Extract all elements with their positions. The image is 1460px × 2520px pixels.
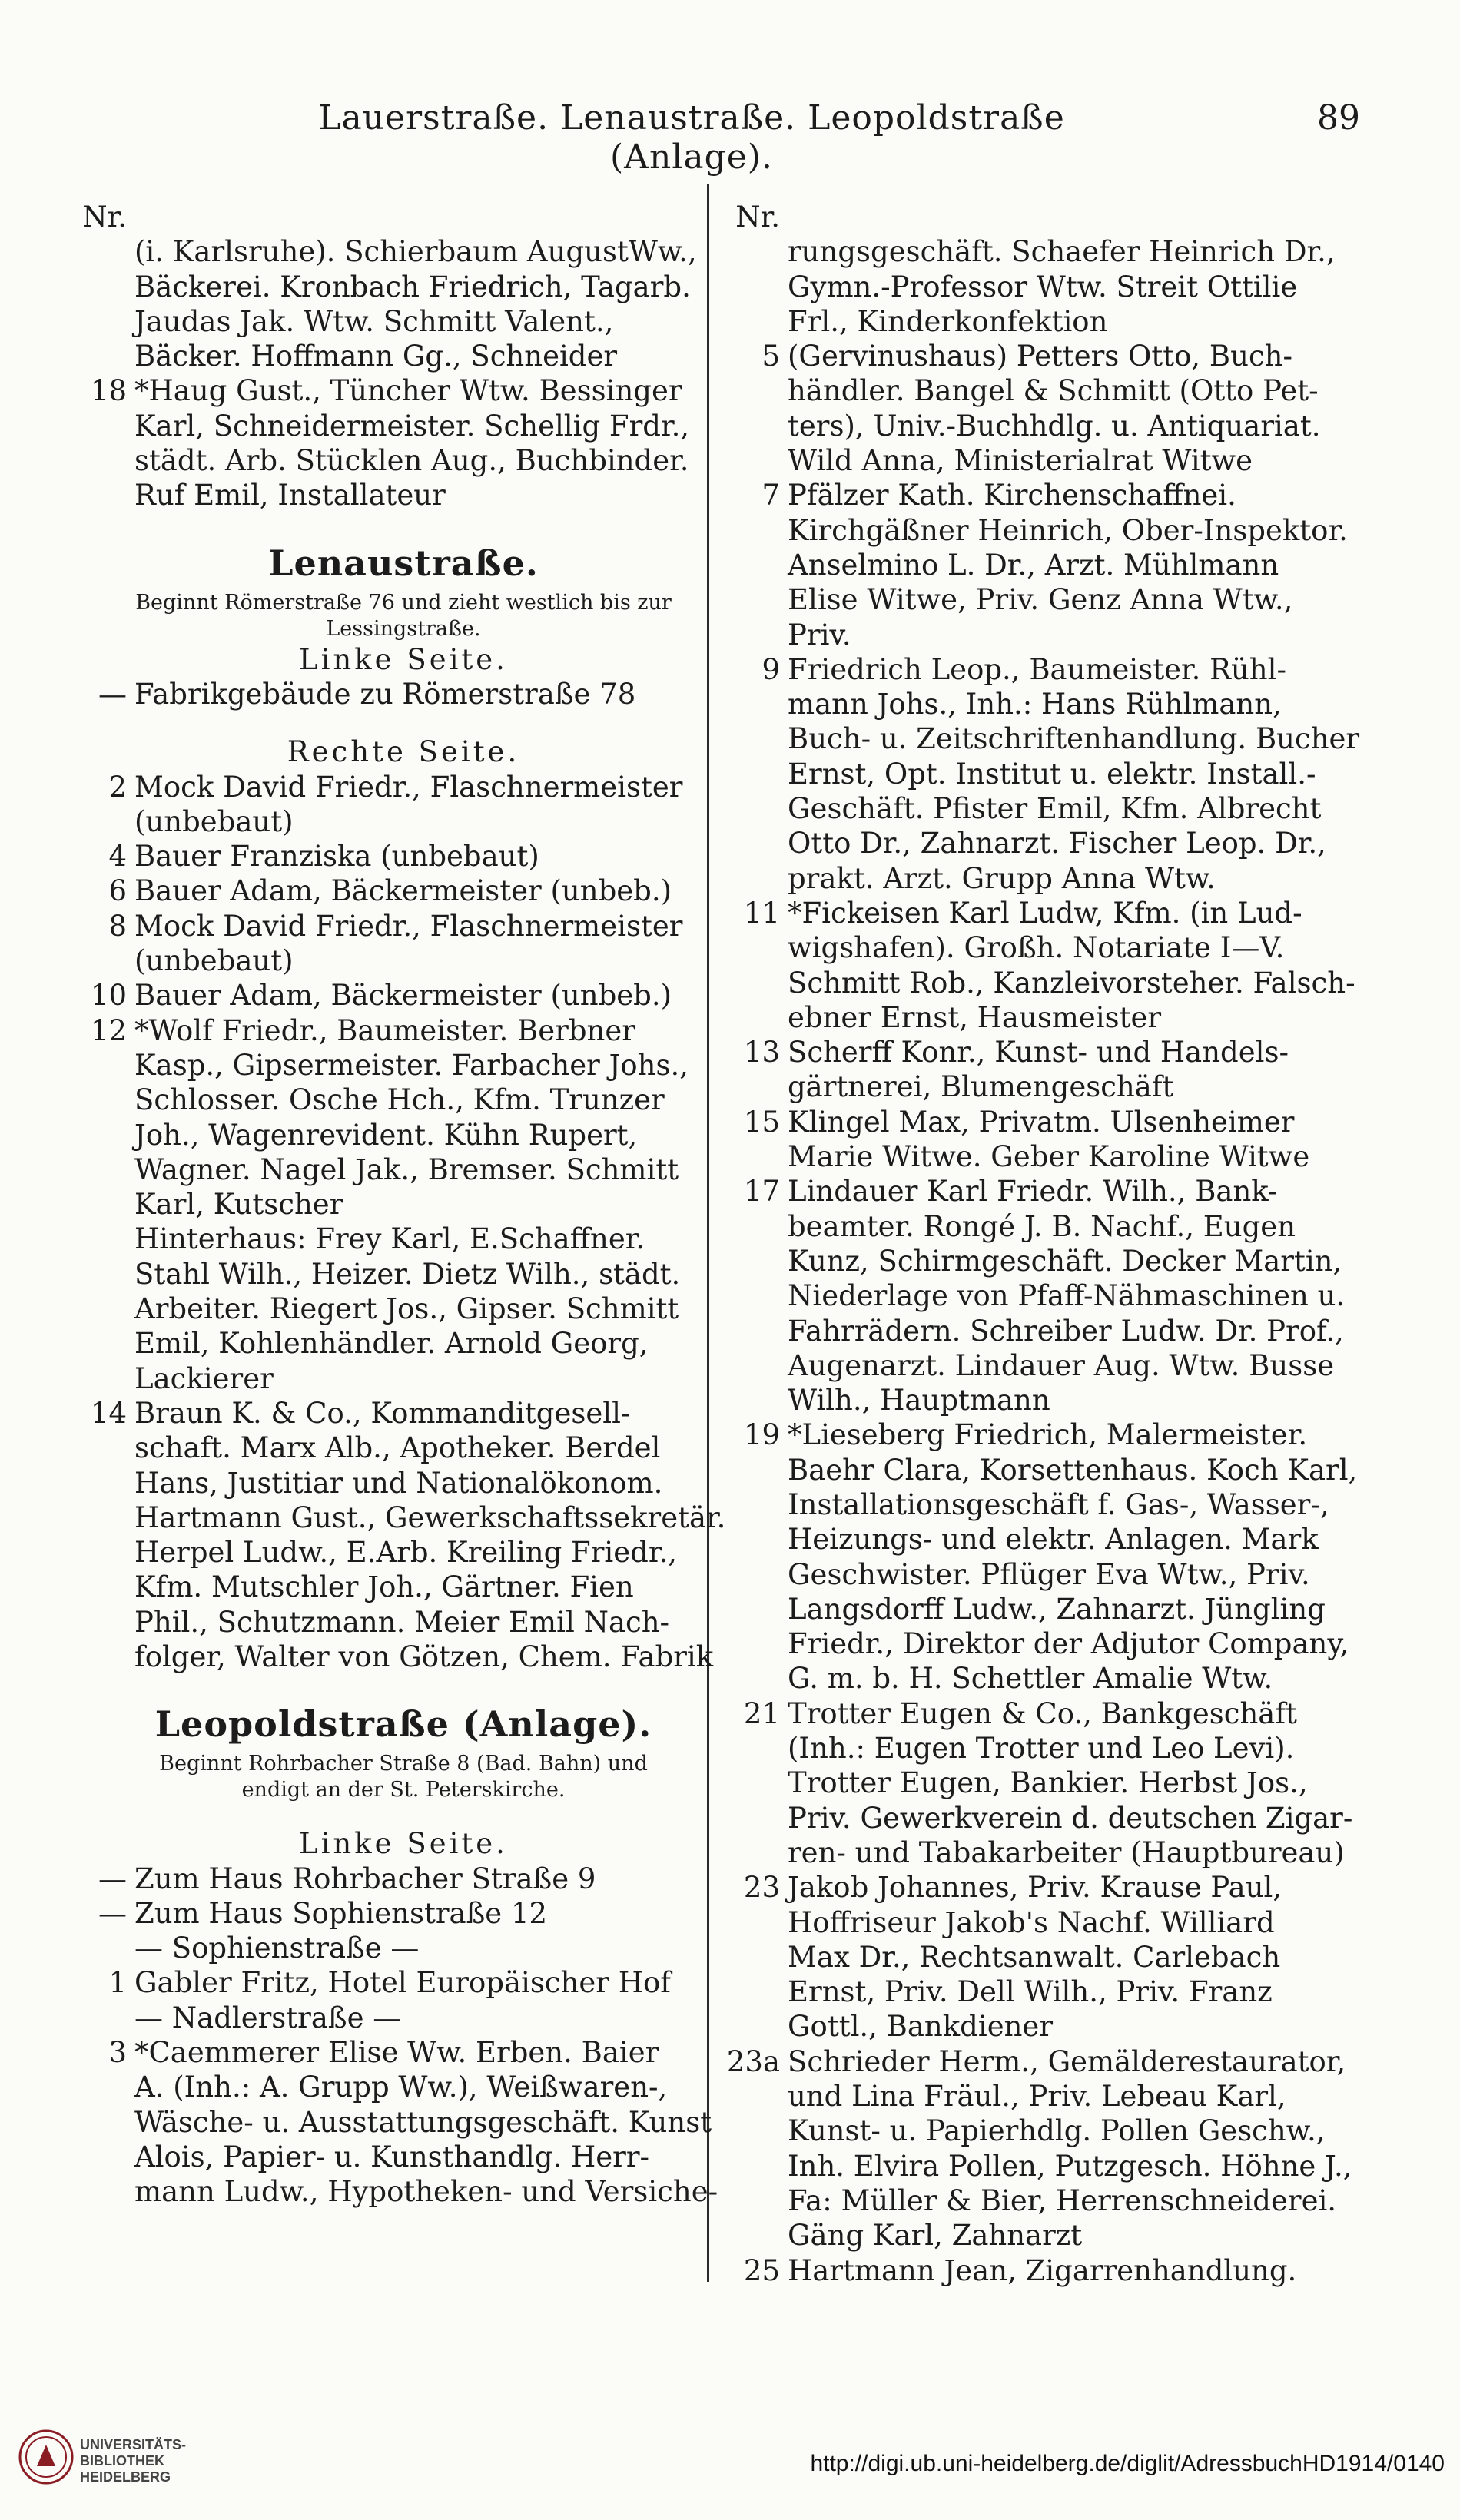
entry-text: Bauer Adam, Bäckermeister (unbeb.) — [134, 874, 672, 908]
entry-text: Emil, Kohlenhändler. Arnold Georg, — [134, 1327, 649, 1361]
entry-line — [726, 1418, 1387, 1452]
entry-line — [726, 513, 1387, 548]
entry-line — [726, 721, 1387, 756]
entry-line — [726, 339, 1387, 373]
entry-text: städt. Arb. Stücklen Aug., Buchbinder. — [134, 444, 689, 478]
entry-line — [726, 1696, 1387, 1731]
entry-line — [73, 270, 734, 304]
entry-line — [726, 896, 1387, 930]
entry-line — [73, 804, 734, 839]
house-number: 7 — [762, 479, 780, 512]
entry-text: Hoffriseur Jakob's Nachf. Williard — [788, 1905, 1275, 1939]
entry-text: Trotter Eugen, Bankier. Herbst Jos., — [788, 1766, 1308, 1800]
side-label-right: Rechte Seite. — [287, 735, 520, 769]
entry-text: Priv. Gewerkverein d. deutschen Zigar- — [788, 1801, 1353, 1835]
entry-line — [726, 1139, 1387, 1174]
entry-text: ren- und Tabakarbeiter (Hauptbureau) — [788, 1835, 1345, 1869]
entry-text: Fabrikgebäude zu Römerstraße 78 — [134, 677, 636, 711]
street-note-line: Lessingstraße. — [326, 616, 481, 641]
entry-line — [73, 304, 734, 339]
entry-text: Gäng Karl, Zahnarzt — [788, 2219, 1083, 2253]
entry-line — [726, 757, 1387, 791]
entry-text: Bäcker. Hoffmann Gg., Schneider — [134, 340, 618, 373]
page-number: 89 — [1317, 98, 1360, 138]
entry-text — [127, 201, 134, 234]
entry-text: wigshafen). Großh. Notariate I—V. — [788, 931, 1285, 965]
entry-text: Friedr., Direktor der Adjutor Company, — [788, 1627, 1349, 1661]
entry-text: Wäsche- u. Ausstattungsgeschäft. Kunst — [134, 2105, 712, 2139]
entry-line — [73, 1965, 734, 2000]
lenaustrasse-right-entries — [73, 770, 734, 1675]
entry-line — [726, 966, 1387, 1000]
house-number: 23 — [743, 1871, 780, 1905]
entry-text: Fahrrädern. Schreiber Ludw. Dr. Prof., — [788, 1314, 1344, 1348]
entry-line — [726, 304, 1387, 339]
house-number: 13 — [743, 1036, 780, 1069]
house-number: 3 — [108, 2036, 127, 2070]
entry-line — [726, 1383, 1387, 1418]
entry-text: Kirchgäßner Heinrich, Ober-Inspektor. — [788, 513, 1348, 547]
entry-text: Hartmann Gust., Gewerkschaftssekretär. — [134, 1500, 726, 1534]
entry-line — [73, 1396, 734, 1431]
entry-text: Gymn.-Professor Wtw. Streit Ottilie — [788, 270, 1298, 303]
entry-line — [73, 200, 734, 234]
leopoldstrasse-left-entries — [73, 1862, 734, 2210]
left-column — [73, 200, 734, 2210]
entry-line — [73, 234, 734, 269]
entry-line — [726, 1453, 1387, 1487]
entry-text: Braun K. & Co., Kommanditgesell- — [134, 1396, 631, 1430]
entry-text: Jakob Johannes, Priv. Krause Paul, — [788, 1871, 1282, 1905]
entry-line — [726, 1766, 1387, 1800]
entry-line — [726, 2009, 1387, 2044]
entry-line — [726, 1626, 1387, 1661]
entry-text: Baehr Clara, Korsettenhaus. Koch Karl, — [788, 1453, 1358, 1487]
entry-text: Bauer Franziska (unbebaut) — [134, 840, 539, 874]
house-number: Nr. — [82, 201, 127, 234]
entry-text: mann Ludw., Hypotheken- und Versiche- — [134, 2175, 718, 2209]
library-name: UNIVERSITÄTS- BIBLIOTHEK HEIDELBERG — [80, 2437, 187, 2485]
entry-text: Fa: Müller & Bier, Herrenschneiderei. — [788, 2183, 1337, 2217]
entry-line — [726, 409, 1387, 443]
entry-line — [73, 770, 734, 804]
entry-text: Herpel Ludw., E.Arb. Kreiling Friedr., — [134, 1536, 677, 1570]
entry-line — [73, 1326, 734, 1361]
entry-line — [73, 677, 734, 711]
entry-line — [73, 2070, 734, 2104]
street-note-line: Beginnt Rohrbacher Straße 8 (Bad. Bahn) und — [159, 1752, 648, 1776]
entry-text: *Caemmerer Elise Ww. Erben. Baier — [134, 2036, 659, 2070]
house-number: 10 — [90, 979, 127, 1013]
house-number: 6 — [108, 874, 127, 908]
entry-text: Otto Dr., Zahnarzt. Fischer Leop. Dr., — [788, 827, 1326, 860]
entry-text: Arbeiter. Riegert Jos., Gipser. Schmitt — [134, 1292, 679, 1326]
entry-text: Schlosser. Osche Hch., Kfm. Trunzer — [134, 1083, 665, 1117]
entry-text: rungsgeschäft. Schaefer Heinrich Dr., — [788, 235, 1336, 269]
entry-line — [726, 791, 1387, 826]
entry-text: Friedrich Leop., Baumeister. Rühl- — [788, 652, 1286, 686]
entry-line — [73, 373, 734, 408]
entry-text: Mock David Friedr., Flaschnermeister — [134, 909, 683, 943]
entry-line — [726, 1975, 1387, 2009]
entry-text: Niederlage von Pfaff-Nähmaschinen u. — [788, 1279, 1346, 1313]
house-number: 4 — [108, 840, 127, 874]
entry-text: Gottl., Bankdiener — [788, 2010, 1054, 2044]
entry-line — [726, 1278, 1387, 1313]
entry-text: Schmitt Rob., Kanzleivorsteher. Falsch- — [788, 966, 1355, 1000]
entry-text: A. (Inh.: A. Grupp Ww.), Weißwaren-, — [134, 2071, 668, 2104]
entry-text: Augenarzt. Lindauer Aug. Wtw. Busse — [788, 1348, 1335, 1382]
page-header — [269, 98, 1375, 177]
entry-line — [726, 826, 1387, 860]
house-number: — — [98, 1896, 127, 1930]
entry-text: ters), Univ.-Buchhdlg. u. Antiquariat. — [788, 409, 1321, 443]
entry-text: Ernst, Priv. Dell Wilh., Priv. Franz — [788, 1975, 1273, 2009]
right-column — [726, 200, 1387, 2288]
entry-line — [73, 1431, 734, 1465]
side-label-left: Linke Seite. — [299, 1827, 508, 1861]
entry-text: Kunz, Schirmgeschäft. Decker Martin, — [788, 1244, 1342, 1278]
entry-line — [726, 930, 1387, 965]
entry-text: folger, Walter von Götzen, Chem. Fabrik — [134, 1640, 714, 1673]
entry-line — [726, 2114, 1387, 2148]
entry-line — [73, 2001, 734, 2035]
entry-line — [726, 1487, 1387, 1522]
entry-line — [726, 2183, 1387, 2218]
entry-text: (i. Karlsruhe). Schierbaum AugustWw., — [134, 235, 697, 269]
entry-line — [73, 1500, 734, 1535]
entry-text: Hans, Justitiar und Nationalökonom. — [134, 1466, 663, 1500]
entry-text: Geschäft. Pfister Emil, Kfm. Albrecht — [788, 792, 1322, 826]
entry-text: Langsdorff Ludw., Zahnarzt. Jüngling — [788, 1592, 1326, 1626]
street-heading-leopoldstrasse: Leopoldstraße (Anlage). — [154, 1703, 652, 1746]
entry-line — [726, 1940, 1387, 1975]
entry-line — [73, 478, 734, 512]
entry-text: Zum Haus Rohrbacher Straße 9 — [134, 1862, 596, 1895]
entry-line — [726, 1661, 1387, 1696]
entry-line — [726, 1801, 1387, 1835]
house-number: 14 — [90, 1396, 127, 1430]
entry-text: Ruf Emil, Installateur — [134, 479, 446, 512]
entry-text: Bauer Adam, Bäckermeister (unbeb.) — [134, 979, 672, 1013]
entry-text: Joh., Wagenrevident. Kühn Rupert, — [134, 1118, 638, 1152]
entry-line — [73, 2174, 734, 2209]
entry-line — [726, 2253, 1387, 2288]
entry-text: Scherff Konr., Kunst- und Handels- — [788, 1036, 1289, 1069]
entry-line — [726, 1209, 1387, 1244]
entry-line — [73, 409, 734, 443]
entry-text: Klingel Max, Privatm. Ulsenheimer — [788, 1105, 1295, 1139]
entry-line — [73, 339, 734, 373]
entry-text: Stahl Wilh., Heizer. Dietz Wilh., städt. — [134, 1257, 681, 1291]
right-column-entries — [726, 200, 1387, 2288]
page-title: Lauerstraße. Lenaustraße. Leopoldstraße (Anlage). — [318, 98, 1065, 177]
lenaustrasse-left-entries — [73, 677, 734, 711]
entry-text: händler. Bangel & Schmitt (Otto Pet- — [788, 374, 1319, 408]
entry-text: Inh. Elvira Pollen, Putzgesch. Höhne J., — [788, 2149, 1352, 2183]
entry-line — [73, 1535, 734, 1570]
entry-line — [73, 443, 734, 478]
entry-line — [726, 1557, 1387, 1592]
house-number: — — [98, 1862, 127, 1895]
entry-line — [726, 2044, 1387, 2079]
entry-line — [726, 1105, 1387, 1139]
entry-text: schaft. Marx Alb., Apotheker. Berdel — [134, 1431, 661, 1465]
entry-line — [73, 1187, 734, 1222]
house-number: 23a — [726, 2044, 780, 2078]
entry-line — [73, 1931, 734, 1965]
entry-line — [73, 1048, 734, 1083]
entry-line — [726, 1522, 1387, 1557]
entry-line — [73, 2105, 734, 2140]
entry-line — [726, 443, 1387, 478]
entry-line — [726, 1314, 1387, 1348]
side-label-left: Linke Seite. — [299, 642, 508, 676]
entry-text: Alois, Papier- u. Kunsthandlg. Herr- — [134, 2140, 650, 2174]
entry-line — [73, 1361, 734, 1396]
entry-text: und Lina Fräul., Priv. Lebeau Karl, — [788, 2080, 1286, 2114]
house-number: 2 — [108, 770, 127, 804]
entry-text: Bäckerei. Kronbach Friedrich, Tagarb. — [134, 270, 691, 303]
entry-text: (Inh.: Eugen Trotter und Leo Levi). — [788, 1732, 1295, 1766]
entry-text: Buch- u. Zeitschriftenhandlung. Bucher — [788, 722, 1360, 756]
entry-text: Elise Witwe, Priv. Genz Anna Wtw., — [788, 583, 1293, 617]
library-logo — [15, 2426, 192, 2495]
entry-text: Anselmino L. Dr., Arzt. Mühlmann — [788, 548, 1279, 582]
entry-line — [726, 373, 1387, 408]
entry-text: Lindauer Karl Friedr. Wilh., Bank- — [788, 1175, 1278, 1209]
entry-line — [726, 2149, 1387, 2183]
entry-text: Geschwister. Pflüger Eva Wtw., Priv. — [788, 1557, 1310, 1591]
entry-line — [73, 839, 734, 874]
entry-line — [73, 1605, 734, 1640]
house-number: 9 — [762, 652, 780, 686]
entry-text: Hartmann Jean, Zigarrenhandlung. — [788, 2253, 1297, 2287]
house-number: 15 — [743, 1105, 780, 1139]
entry-text: Wilh., Hauptmann — [788, 1384, 1050, 1418]
entry-line — [726, 234, 1387, 269]
entry-line — [726, 1905, 1387, 1940]
entry-text: *Wolf Friedr., Baumeister. Berbner — [134, 1013, 635, 1047]
entry-text: (unbebaut) — [134, 944, 294, 978]
entry-line — [73, 909, 734, 943]
entry-text: Schrieder Herm., Gemälderestaurator, — [788, 2044, 1346, 2078]
entry-text: prakt. Arzt. Grupp Anna Wtw. — [788, 861, 1216, 895]
entry-line — [73, 1152, 734, 1187]
entry-text: *Liesеberg Friedrich, Malermeister. — [788, 1418, 1308, 1452]
entry-line — [726, 652, 1387, 687]
entry-text: Heizungs- und elektr. Anlagen. Mark — [788, 1523, 1319, 1557]
entry-text: Mock David Friedr., Flaschnermeister — [134, 770, 683, 804]
entry-line — [73, 1013, 734, 1048]
left-top-entries — [73, 200, 734, 513]
entry-text: Marie Witwe. Geber Karoline Witwe — [788, 1140, 1310, 1174]
entry-line — [726, 200, 1387, 234]
entry-text: Phil., Schutzmann. Meier Emil Nach- — [134, 1605, 670, 1639]
house-number: 1 — [108, 1966, 127, 2000]
entry-line — [726, 1244, 1387, 1278]
entry-text: Kunst- u. Papierhdlg. Pollen Geschw., — [788, 2114, 1326, 2148]
entry-line — [73, 1896, 734, 1931]
entry-line — [726, 582, 1387, 617]
entry-line — [73, 1862, 734, 1896]
source-url[interactable]: http://digi.ub.uni-heidelberg.de/diglit/AdressbuchHD1914/0140 — [810, 2451, 1445, 2476]
entry-text: Installationsgeschäft f. Gas-, Wasser-, — [788, 1487, 1329, 1521]
entry-line — [73, 1640, 734, 1674]
entry-text: Frl., Kinderkonfektion — [788, 304, 1108, 338]
entry-text: Priv. — [788, 618, 851, 652]
entry-line — [73, 1222, 734, 1256]
entry-line — [726, 478, 1387, 512]
entry-text: Lackierer — [134, 1361, 274, 1395]
entry-line — [726, 1592, 1387, 1626]
entry-text: ebner Ernst, Hausmeister — [788, 1000, 1162, 1034]
entry-line — [73, 1466, 734, 1500]
entry-line — [73, 978, 734, 1013]
entry-text: Trotter Eugen & Co., Bankgeschäft — [788, 1696, 1297, 1730]
house-number: 12 — [90, 1013, 127, 1047]
entry-text: gärtnerei, Blumengeschäft — [788, 1070, 1174, 1104]
entry-line — [73, 1118, 734, 1152]
entry-text: — Sophienstraße — — [134, 1931, 420, 1965]
entry-line — [726, 1348, 1387, 1383]
entry-line — [73, 943, 734, 978]
entry-line — [726, 548, 1387, 582]
entry-text: mann Johs., Inh.: Hans Rühlmann, — [788, 688, 1282, 721]
entry-line — [726, 1069, 1387, 1104]
entry-line — [73, 1570, 734, 1604]
entry-line — [73, 1257, 734, 1292]
entry-text: (Gervinushaus) Petters Otto, Buch- — [788, 340, 1293, 373]
entry-line — [726, 2218, 1387, 2253]
entry-text: Gabler Fritz, Hotel Europäischer Hof — [134, 1966, 671, 2000]
entry-line — [73, 874, 734, 908]
entry-line — [73, 2140, 734, 2174]
entry-line — [726, 1000, 1387, 1035]
entry-text: Hinterhaus: Frey Karl, E.Schaffner. — [134, 1222, 645, 1256]
street-heading-lenaustrasse: Lenaustraße. — [268, 542, 539, 584]
entry-text: Jaudas Jak. Wtw. Schmitt Valent., — [134, 304, 614, 338]
entry-line — [726, 1035, 1387, 1069]
entry-line — [726, 270, 1387, 304]
entry-line — [726, 687, 1387, 721]
house-number: — — [98, 677, 127, 711]
entry-text: G. m. b. H. Schettler Amalie Wtw. — [788, 1662, 1273, 1696]
house-number: 5 — [762, 340, 780, 373]
house-number: 11 — [743, 896, 780, 930]
entry-text: beamter. Rongé J. B. Nachf., Eugen — [788, 1209, 1296, 1243]
house-number: Nr. — [735, 201, 780, 234]
entry-text: Karl, Schneidermeister. Schellig Frdr., — [134, 409, 690, 443]
street-note-line: Beginnt Römerstraße 76 und zieht westlich bis zur — [135, 590, 672, 615]
entry-line — [726, 1835, 1387, 1870]
entry-text: Kfm. Mutschler Joh., Gärtner. Fien — [134, 1570, 634, 1604]
entry-text: Zum Haus Sophienstraße 12 — [134, 1896, 548, 1930]
entry-line — [726, 1731, 1387, 1766]
entry-text: Max Dr., Rechtsanwalt. Carlebach — [788, 1940, 1281, 1974]
entry-text — [780, 201, 788, 234]
entry-text: Wild Anna, Ministerialrat Witwe — [788, 444, 1253, 478]
street-note-line: endigt an der St. Peterskirche. — [241, 1778, 566, 1802]
entry-line — [726, 618, 1387, 652]
entry-text: Karl, Kutscher — [134, 1188, 343, 1222]
entry-line — [73, 1292, 734, 1326]
entry-text: Wagner. Nagel Jak., Bremser. Schmitt — [134, 1152, 679, 1186]
entry-text: — Nadlerstraße — — [134, 2001, 402, 2034]
entry-line — [73, 2035, 734, 2070]
entry-text: *Haug Gust., Tüncher Wtw. Bessinger — [134, 374, 682, 408]
house-number: 17 — [743, 1175, 780, 1209]
page-footer — [0, 2405, 1460, 2520]
entry-line — [726, 1870, 1387, 1905]
library-seal-icon — [15, 2426, 77, 2488]
entry-line — [726, 861, 1387, 896]
house-number: 25 — [743, 2253, 780, 2287]
entry-line — [726, 1174, 1387, 1209]
entry-line — [73, 1083, 734, 1117]
house-number: 8 — [108, 909, 127, 943]
entry-text: Ernst, Opt. Institut u. elektr. Install.- — [788, 757, 1316, 791]
entry-line — [726, 2079, 1387, 2114]
entry-text: Kasp., Gipsermeister. Farbacher Johs., — [134, 1048, 689, 1082]
house-number: 19 — [743, 1418, 780, 1452]
entry-text: (unbebaut) — [134, 804, 294, 838]
entry-text: Pfälzer Kath. Kirchenschaffnei. — [788, 479, 1236, 512]
house-number: 21 — [743, 1696, 780, 1730]
house-number: 18 — [90, 374, 127, 408]
entry-text: *Fickeisen Karl Ludw, Kfm. (in Lud- — [788, 896, 1302, 930]
